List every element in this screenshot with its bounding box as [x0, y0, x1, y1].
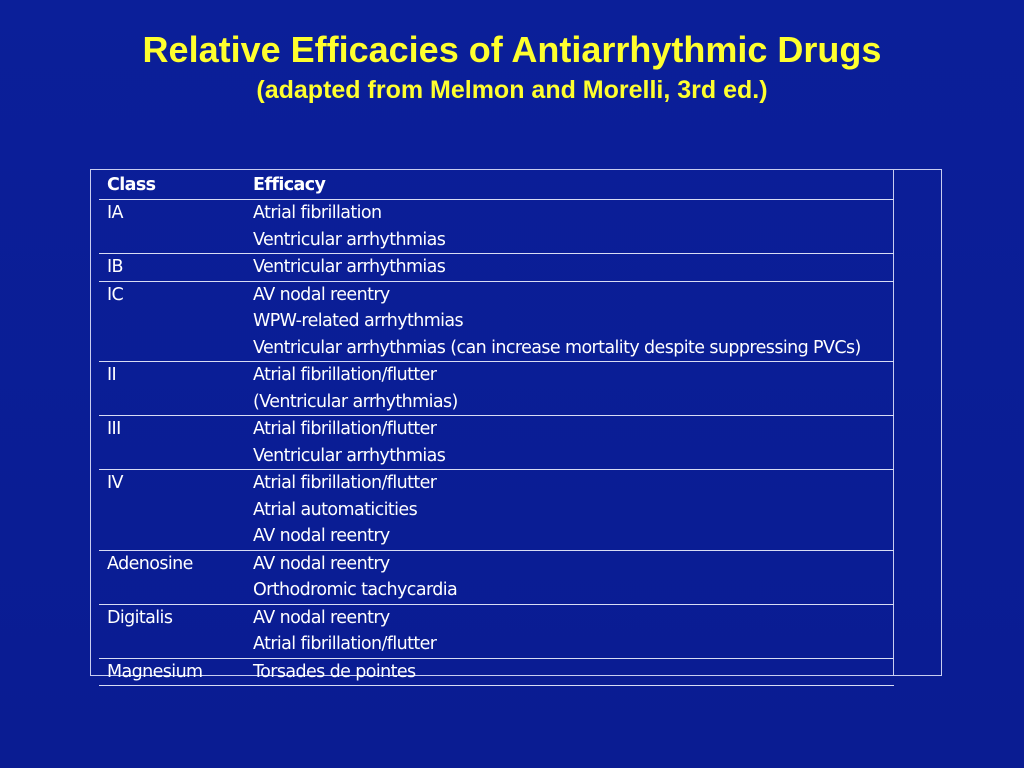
table-row	[99, 254, 894, 282]
drug-class-cell: IB	[99, 254, 253, 282]
drug-class-cell: Adenosine	[99, 550, 253, 604]
drug-class-cell: Digitalis	[99, 604, 253, 658]
table-row	[99, 200, 894, 254]
efficacy-line: AV nodal reentry	[253, 526, 390, 546]
efficacy-line: AV nodal reentry	[253, 607, 390, 628]
efficacy-cell	[253, 362, 894, 416]
slide-subtitle: (adapted from Melmon and Morelli, 3rd ed.)	[256, 76, 768, 104]
efficacy-line: Atrial fibrillation/flutter	[253, 634, 437, 654]
header-efficacy: Efficacy	[253, 171, 894, 200]
drug-class-cell: IV	[99, 470, 253, 551]
efficacy-line: Atrial fibrillation/flutter	[253, 365, 437, 385]
efficacy-line: Ventricular arrhythmias	[253, 257, 446, 277]
efficacy-cell	[253, 658, 894, 686]
efficacy-line: Ventricular arrhythmias	[253, 229, 446, 250]
efficacy-cell	[253, 550, 894, 604]
drug-class-cell: II	[99, 362, 253, 416]
efficacy-line: Atrial fibrillation/flutter	[253, 473, 437, 493]
efficacy-line: Ventricular arrhythmias	[253, 445, 446, 466]
efficacy-cell	[253, 200, 894, 254]
table-row	[99, 416, 894, 470]
efficacy-cell	[253, 281, 894, 362]
drug-class-cell: Magnesium	[99, 658, 253, 686]
drug-class-cell: IA	[99, 200, 253, 254]
table-row	[99, 362, 894, 416]
table-row	[99, 470, 894, 551]
efficacy-line: AV nodal reentry	[253, 553, 390, 574]
drug-class-cell: IC	[99, 281, 253, 362]
efficacy-cell	[253, 254, 894, 282]
efficacy-cell	[253, 470, 894, 551]
drug-class-cell: III	[99, 416, 253, 470]
efficacy-line: Ventricular arrhythmias (can increase mortality despite suppressing PVCs)	[253, 337, 861, 358]
table-row	[99, 281, 894, 362]
table-row	[99, 658, 894, 686]
efficacy-line: (Ventricular arrhythmias)	[253, 391, 458, 412]
table-row	[99, 604, 894, 658]
table-row	[99, 550, 894, 604]
efficacy-line: AV nodal reentry	[253, 284, 390, 305]
efficacy-line: Orthodromic tachycardia	[253, 580, 458, 600]
efficacy-line: Atrial automaticities	[253, 499, 418, 520]
efficacy-line: Atrial fibrillation/flutter	[253, 419, 437, 439]
table-header-row	[99, 171, 894, 200]
header-class: Class	[99, 171, 253, 200]
efficacy-cell	[253, 604, 894, 658]
efficacy-line: Atrial fibrillation	[253, 203, 382, 223]
efficacy-table	[99, 171, 894, 686]
efficacy-line: Torsades de pointes	[253, 661, 416, 682]
table-body	[99, 200, 894, 686]
slide-title: Relative Efficacies of Antiarrhythmic Drugs	[142, 29, 882, 70]
efficacy-line: WPW-related arrhythmias	[253, 311, 464, 331]
efficacy-cell	[253, 416, 894, 470]
